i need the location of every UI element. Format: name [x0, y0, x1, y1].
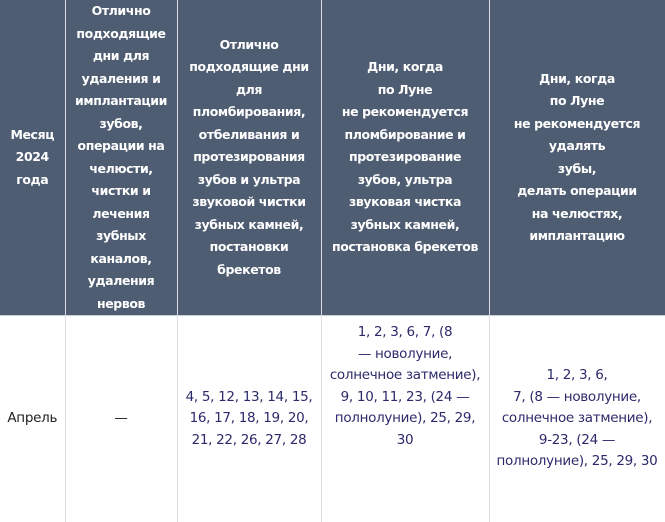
text-line: Месяц: [4, 124, 61, 147]
text-line: — новолуние,: [326, 344, 485, 366]
text-line: —: [70, 408, 173, 430]
text-line: 30: [326, 430, 485, 452]
text-line: Отлично: [70, 0, 173, 23]
text-line: Дни, когда: [494, 68, 661, 91]
text-line: Апрель: [4, 408, 61, 430]
text-line: зубов,: [70, 113, 173, 136]
text-line: челюсти,: [70, 158, 173, 181]
text-line: зубы,: [494, 158, 661, 181]
cell-extraction-not-recommended: [489, 316, 665, 522]
text-line: подходящие дни: [182, 56, 317, 79]
cell-filling-not-recommended: [321, 316, 489, 522]
text-line: 1, 2, 3, 6, 7, (8: [326, 322, 485, 344]
text-line: имплантации: [70, 90, 173, 113]
text-line: Отлично: [182, 34, 317, 57]
text-line: брекетов: [182, 259, 317, 282]
text-line: постановка брекетов: [326, 236, 485, 259]
text-line: 7, (8 — новолуние,: [494, 387, 661, 409]
header-extraction-not-recommended: [489, 0, 665, 316]
text-line: года: [4, 169, 61, 192]
text-line: 9, 10, 11, 23, (24 —: [326, 387, 485, 409]
text-line: 1, 2, 3, 6,: [494, 365, 661, 387]
text-line: полнолуние), 25, 29, 30: [494, 451, 661, 473]
text-line: зубов и ультра: [182, 169, 317, 192]
text-line: звуковая чистка: [326, 191, 485, 214]
text-line: солнечное затмение),: [494, 408, 661, 430]
text-line: каналов,: [70, 248, 173, 271]
text-line: 9-23, (24 —: [494, 430, 661, 452]
text-line: не рекомендуется: [494, 113, 661, 136]
text-line: зубных камней,: [182, 214, 317, 237]
text-line: 2024: [4, 146, 61, 169]
text-line: делать операции: [494, 180, 661, 203]
text-line: не рекомендуется: [326, 101, 485, 124]
text-line: пломбирование и: [326, 124, 485, 147]
text-line: по Луне: [494, 90, 661, 113]
table-row: [0, 316, 665, 522]
text-line: по Луне: [326, 79, 485, 102]
text-line: для: [182, 79, 317, 102]
text-line: протезирования: [182, 146, 317, 169]
cell-extraction-days: [65, 316, 177, 522]
text-line: на челюстях,: [494, 203, 661, 226]
text-line: Дни, когда: [326, 56, 485, 79]
header-filling-days: [177, 0, 321, 316]
text-line: подходящие: [70, 23, 173, 46]
text-line: лечения: [70, 203, 173, 226]
text-line: 4, 5, 12, 13, 14, 15,: [182, 387, 317, 409]
text-line: удалять: [494, 135, 661, 158]
text-line: зубных: [70, 225, 173, 248]
text-line: дни для: [70, 45, 173, 68]
text-line: удаления: [70, 270, 173, 293]
text-line: чистки и: [70, 180, 173, 203]
text-line: полнолуние), 25, 29,: [326, 408, 485, 430]
text-line: постановки: [182, 236, 317, 259]
text-line: нервов: [70, 293, 173, 316]
text-line: протезирование: [326, 146, 485, 169]
header-month: [0, 0, 65, 316]
text-line: солнечное затмение),: [326, 365, 485, 387]
text-line: операции на: [70, 135, 173, 158]
text-line: отбеливания и: [182, 124, 317, 147]
text-line: звуковой чистки: [182, 191, 317, 214]
text-line: удаления и: [70, 68, 173, 91]
text-line: 21, 22, 26, 27, 28: [182, 430, 317, 452]
header-extraction-days: [65, 0, 177, 316]
text-line: зубов, ультра: [326, 169, 485, 192]
text-line: зубных камней,: [326, 214, 485, 237]
cell-filling-days: [177, 316, 321, 522]
header-filling-not-recommended: [321, 0, 489, 316]
text-line: имплантацию: [494, 225, 661, 248]
text-line: 16, 17, 18, 19, 20,: [182, 408, 317, 430]
text-line: пломбирования,: [182, 101, 317, 124]
cell-month: [0, 316, 65, 522]
